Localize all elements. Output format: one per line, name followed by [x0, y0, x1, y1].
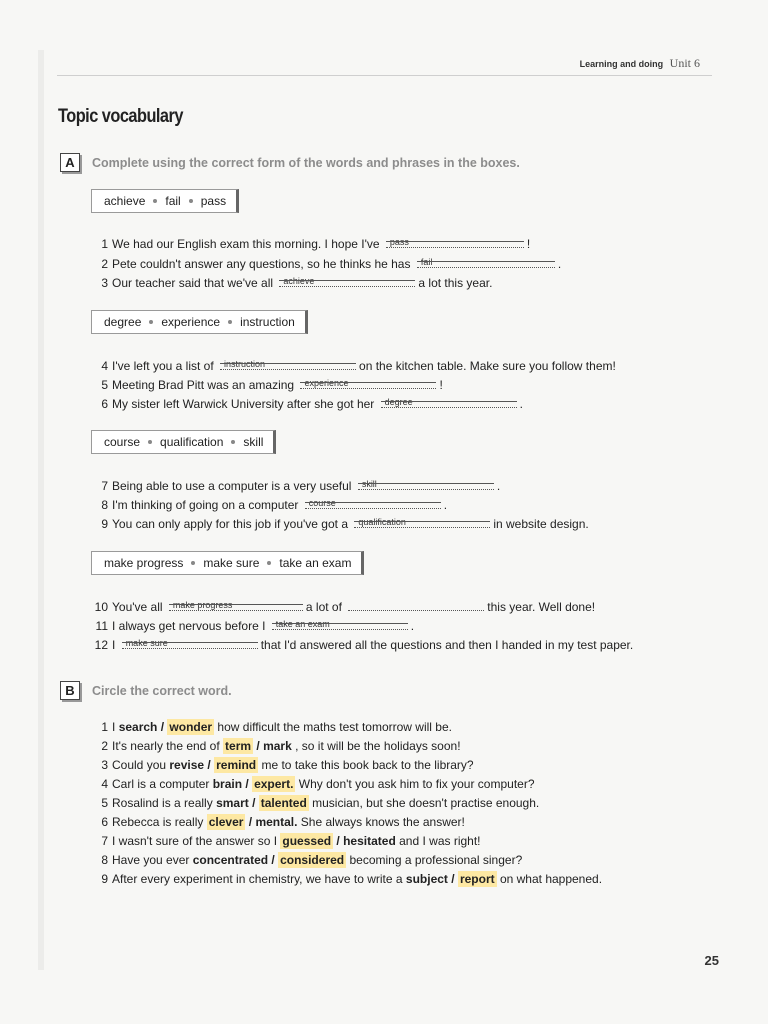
word-box-4 [91, 551, 364, 575]
answer-blank[interactable]: pass [386, 235, 524, 248]
page-title: Topic vocabulary [58, 106, 183, 127]
header-rule [57, 75, 712, 76]
word-box-item: make progress [104, 556, 184, 570]
choice-a[interactable]: search [118, 720, 158, 734]
item-number: 4 [101, 777, 108, 791]
choice-separator: / [242, 777, 253, 791]
answer-blank[interactable]: achieve [279, 274, 415, 287]
exercise-a-item-4: 4 I've left you a list of instruction on the kitchen table. Make sure you follow them! [101, 359, 616, 373]
exercise-a-item-1: 1 We had our English exam this morning. I hope I've pass ! [101, 237, 531, 251]
item-number: 1 [101, 720, 108, 734]
word-box-item: degree [104, 315, 142, 329]
exercise-b-header [60, 681, 232, 700]
choice-b[interactable]: hesitated [343, 834, 396, 848]
item-text: She always knows the answer! [300, 815, 465, 829]
choice-b[interactable]: mental. [255, 815, 298, 829]
answer-blank[interactable]: degree [381, 395, 517, 408]
choice-b[interactable]: wonder [169, 720, 213, 734]
item-number: 3 [101, 758, 108, 772]
word-box-item: pass [200, 194, 227, 208]
exercise-a-instruction: Complete using the correct form of the words and phrases in the boxes. [92, 155, 520, 170]
answer-blank[interactable]: fail [417, 255, 555, 268]
answer-blank[interactable]: make progress [169, 598, 303, 611]
choice-b[interactable]: expert. [254, 777, 294, 791]
item-text: I [112, 720, 116, 734]
item-text: Why don't you ask him to fix your computer? [298, 777, 535, 791]
item-text: Carl is a computer [112, 777, 210, 791]
choice-separator: / [333, 834, 344, 848]
item-text: Have you ever [112, 853, 190, 867]
choice-a[interactable]: guessed [282, 834, 332, 848]
exercise-b-item-9 [86, 871, 602, 887]
word-box-item: achieve [104, 194, 146, 208]
header-unit: Unit 6 [669, 56, 700, 70]
item-text: how difficult the maths test tomorrow will be. [217, 720, 452, 734]
exercise-a-item-9: 9 You can only apply for this job if you've got a qualification in website design. [101, 517, 589, 531]
choice-separator: / [245, 815, 256, 829]
word-box-2 [91, 310, 308, 334]
item-text: musician, but she doesn't practise enough. [312, 796, 540, 810]
exercise-b-item-5 [86, 795, 539, 811]
exercise-a-item-8: 8 I'm thinking of going on a computer course . [101, 498, 448, 512]
exercise-a-header [60, 153, 520, 172]
item-number: 7 [101, 834, 108, 848]
item-text: Rebecca is really [112, 815, 204, 829]
choice-a[interactable]: term [225, 739, 252, 753]
item-number: 2 [101, 739, 108, 753]
exercise-b-item-7 [86, 833, 481, 849]
choice-separator: / [157, 720, 168, 734]
choice-separator: / [253, 739, 264, 753]
word-box-1 [91, 189, 239, 213]
choice-b[interactable]: report [459, 872, 495, 886]
choice-a[interactable]: brain [212, 777, 243, 791]
exercise-a-item-5: 5 Meeting Brad Pitt was an amazing experience ! [101, 378, 443, 392]
choice-b[interactable]: mark [263, 739, 292, 753]
answer-blank[interactable]: experience [300, 376, 436, 389]
answer-blank-empty[interactable] [348, 598, 484, 611]
choice-a[interactable]: smart [216, 796, 249, 810]
page-number: 25 [704, 953, 719, 968]
exercise-a-item-6: 6 My sister left Warwick University after she got her degree . [101, 397, 523, 411]
word-box-item: skill [243, 435, 264, 449]
exercise-b-letter: B [60, 681, 80, 700]
word-box-item: experience [161, 315, 221, 329]
header-section: Learning and doing [579, 59, 664, 69]
item-text: , so it will be the holidays soon! [295, 739, 461, 753]
item-text: becoming a professional singer? [349, 853, 523, 867]
choice-a[interactable]: concentrated [192, 853, 269, 867]
answer-blank[interactable]: make sure [122, 636, 258, 649]
exercise-b-instruction: Circle the correct word. [92, 683, 232, 698]
word-box-item: instruction [240, 315, 295, 329]
item-number: 8 [101, 853, 108, 867]
exercise-b-item-6 [86, 814, 465, 830]
exercise-b-item-2 [86, 738, 461, 754]
word-box-item: take an exam [279, 556, 352, 570]
answer-blank[interactable]: course [305, 496, 441, 509]
choice-separator: / [268, 853, 279, 867]
item-text: me to take this book back to the library? [261, 758, 474, 772]
word-box-item: qualification [160, 435, 224, 449]
exercise-b-item-1 [86, 719, 452, 735]
item-number: 5 [101, 796, 108, 810]
word-box-item: make sure [203, 556, 260, 570]
exercise-a-item-12: 12 I make sure that I'd answered all the questions and then I handed in my test paper. [94, 638, 634, 652]
running-header [580, 56, 700, 71]
answer-blank[interactable]: take an exam [272, 617, 408, 630]
answer-blank[interactable]: qualification [354, 515, 490, 528]
choice-b[interactable]: considered [280, 853, 345, 867]
item-text: Rosalind is a really [112, 796, 213, 810]
choice-separator: / [447, 872, 458, 886]
choice-separator: / [204, 758, 215, 772]
item-number: 6 [101, 815, 108, 829]
item-text: Could you [112, 758, 167, 772]
word-box-item: fail [165, 194, 181, 208]
item-text: After every experiment in chemistry, we have to write a [112, 872, 403, 886]
exercise-b-item-4 [86, 776, 535, 792]
binding-shadow [38, 50, 44, 970]
choice-separator: / [248, 796, 259, 810]
exercise-b-item-8 [86, 852, 522, 868]
choice-a[interactable]: revise [169, 758, 205, 772]
item-text: and I was right! [399, 834, 481, 848]
exercise-a-item-3: 3 Our teacher said that we've all achieve a lot this year. [101, 276, 493, 290]
exercise-a-item-11: 11 I always get nervous before I take an exam . [95, 619, 415, 633]
exercise-a-item-2: 2 Pete couldn't answer any questions, so he thinks he has fail . [101, 257, 562, 271]
item-text: It's nearly the end of [112, 739, 220, 753]
item-number: 9 [101, 872, 108, 886]
answer-blank[interactable]: instruction [220, 357, 356, 370]
word-box-item: course [104, 435, 141, 449]
choice-b[interactable]: remind [216, 758, 257, 772]
exercise-b-item-3 [86, 757, 474, 773]
choice-a[interactable]: subject [405, 872, 448, 886]
item-text: I wasn't sure of the answer so I [112, 834, 278, 848]
exercise-a-item-10: 10 You've all make progress a lot of this year. Well done! [94, 600, 596, 614]
answer-blank[interactable]: skill [358, 477, 494, 490]
exercise-a-letter: A [60, 153, 80, 172]
choice-a[interactable]: clever [208, 815, 244, 829]
exercise-a-item-7: 7 Being able to use a computer is a very useful skill . [101, 479, 501, 493]
word-box-3 [91, 430, 276, 454]
choice-b[interactable]: talented [260, 796, 307, 810]
item-text: on what happened. [499, 872, 603, 886]
